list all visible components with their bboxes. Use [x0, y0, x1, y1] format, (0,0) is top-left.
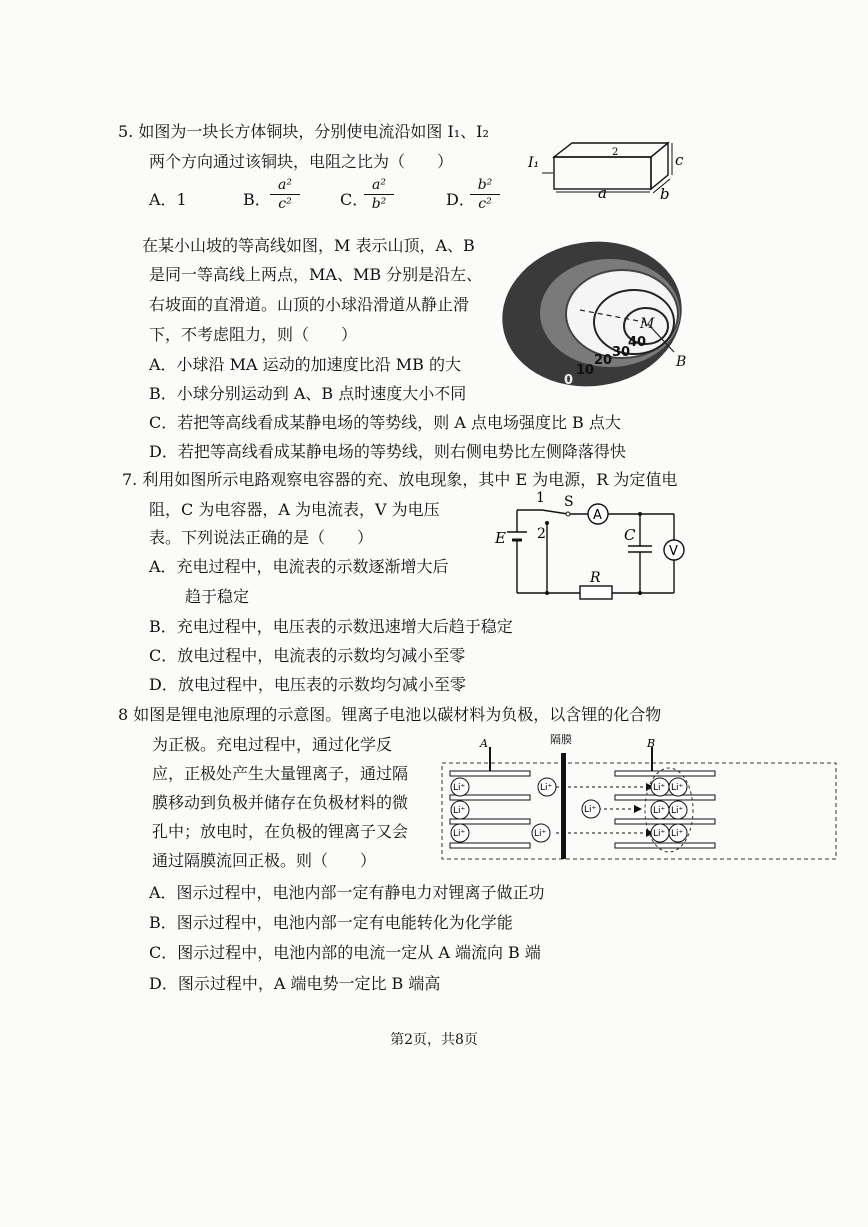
- q5-option-d-label: D．: [446, 190, 475, 209]
- q7-option-a-line1: A．充电过程中，电流表的示数逐渐增大后: [149, 557, 449, 576]
- q5-line1: 5. 如图为一块长方体铜块，分别使电流沿如图 I₁、I₂: [118, 122, 489, 141]
- q8-option-d: D．图示过程中，A 端电势一定比 B 端高: [149, 974, 441, 993]
- q6-label-m: M: [640, 316, 655, 332]
- q7-label-c: C: [624, 526, 636, 544]
- q5-option-c-label: C．: [340, 190, 369, 209]
- q7-line2: 阻，C 为电容器，A 为电流表，V 为电压: [149, 500, 440, 519]
- q6-label-40: 40: [628, 335, 647, 350]
- ion-label: Li⁺: [653, 829, 666, 839]
- q6-contour-map: [500, 238, 690, 388]
- q7-label-voltmeter: V: [669, 544, 678, 559]
- q5-option-a: A．1: [149, 190, 187, 209]
- q6-option-a: A．小球沿 MA 运动的加速度比沿 MB 的大: [149, 355, 461, 374]
- q8-option-a: A．图示过程中，电池内部一定有静电力对锂离子做正功: [149, 883, 545, 902]
- q5-option-b-fraction: $\frac{\text{a²}}{\text{c²}}$: [270, 176, 300, 213]
- q7-label-e: E: [495, 529, 506, 547]
- q6-option-b: B．小球分别运动到 A、B 点时速度大小不同: [149, 384, 467, 403]
- ion-label: Li⁺: [540, 783, 553, 793]
- q5-option-b-label: B．: [243, 190, 271, 209]
- q8-line6: 通过隔膜流回正极。则（ ）: [152, 851, 377, 870]
- q6-line3: 右坡面的直滑道。山顶的小球沿滑道从静止滑: [149, 295, 470, 314]
- ion-label: Li⁺: [671, 806, 684, 816]
- q5-option-c-fraction: $\frac{\text{a²}}{\text{b²}}$: [364, 176, 394, 213]
- q8-option-c: C．图示过程中，电池内部的电流一定从 A 端流向 B 端: [149, 943, 541, 962]
- q6-label-10: 10: [576, 363, 595, 378]
- q8-label-b: B: [647, 737, 656, 750]
- q5-label-b: b: [660, 185, 670, 203]
- ion-label: Li⁺: [671, 829, 684, 839]
- q7-label-ammeter: A: [593, 508, 602, 523]
- q5-label-a: a: [598, 184, 607, 202]
- q7-label-1: 1: [536, 490, 545, 506]
- q5-label-i1: I₁: [528, 155, 540, 171]
- q8-label-a: A: [480, 737, 488, 750]
- q7-label-s: S: [564, 494, 574, 510]
- q7-circuit-diagram: [492, 490, 692, 605]
- q7-option-a-line2: 趋于稳定: [185, 587, 250, 606]
- ion-label: Li⁺: [653, 806, 666, 816]
- q5-cuboid-figure: [520, 135, 690, 205]
- ion-label: Li⁺: [534, 829, 547, 839]
- q6-line2: 是同一等高线上两点，MA、MB 分别是沿左、: [149, 265, 483, 284]
- q7-option-d: D．放电过程中，电压表的示数均匀减小至零: [149, 675, 466, 694]
- q8-line4: 膜移动到负极并储存在负极材料的微: [152, 793, 409, 812]
- ion-label: Li⁺: [453, 829, 466, 839]
- ion-label: Li⁺: [671, 783, 684, 793]
- ion-label: Li⁺: [584, 805, 597, 815]
- q5-label-c: c: [675, 151, 684, 169]
- q6-label-b: B: [676, 354, 687, 370]
- q7-option-c: C．放电过程中，电流表的示数均匀减小至零: [149, 646, 466, 665]
- q6-option-d: D．若把等高线看成某静电场的等势线，则右侧电势比左侧降落得快: [149, 442, 626, 461]
- q8-line1: 8 如图是锂电池原理的示意图。锂离子电池以碳材料为负极，以含锂的化合物: [118, 705, 662, 724]
- q8-line2: 为正极。充电过程中，通过化学反: [152, 735, 393, 754]
- q7-label-2: 2: [537, 526, 546, 542]
- q7-line3: 表。下列说法正确的是（ ）: [149, 528, 374, 547]
- page-footer: 第2页，共8页: [390, 1032, 478, 1048]
- q8-line5: 孔中；放电时，在负极的锂离子又会: [152, 822, 409, 841]
- q8-line3: 应，正极处产生大量锂离子，通过隔: [152, 764, 409, 783]
- q7-line1: 7. 利用如图所示电路观察电容器的充、放电现象，其中 E 为电源，R 为定值电: [122, 470, 678, 489]
- q5-line2: 两个方向通过该铜块，电阻之比为（ ）: [149, 152, 454, 171]
- q5-option-d-fraction: $\frac{\text{b²}}{\text{c²}}$: [470, 176, 500, 213]
- q6-label-30: 30: [612, 345, 631, 360]
- q6-label-0: 0: [564, 373, 574, 388]
- ion-label: Li⁺: [653, 783, 666, 793]
- q5-label-2: 2: [612, 147, 619, 158]
- q6-label-20: 20: [594, 353, 613, 368]
- q8-option-b: B．图示过程中，电池内部一定有电能转化为化学能: [149, 913, 513, 932]
- q6-line1: 在某小山坡的等高线如图，M 表示山顶，A、B: [142, 236, 475, 255]
- ion-label: Li⁺: [453, 806, 466, 816]
- q8-battery-diagram: [440, 733, 840, 863]
- q8-label-membrane: 隔膜: [550, 733, 572, 746]
- ion-label: Li⁺: [453, 783, 466, 793]
- q6-option-c: C．若把等高线看成某静电场的等势线，则 A 点电场强度比 B 点大: [149, 413, 621, 432]
- q7-option-b: B．充电过程中，电压表的示数迅速增大后趋于稳定: [149, 617, 513, 636]
- q7-label-r: R: [590, 570, 601, 586]
- q6-line4: 下，不考虑阻力，则（ ）: [149, 325, 358, 344]
